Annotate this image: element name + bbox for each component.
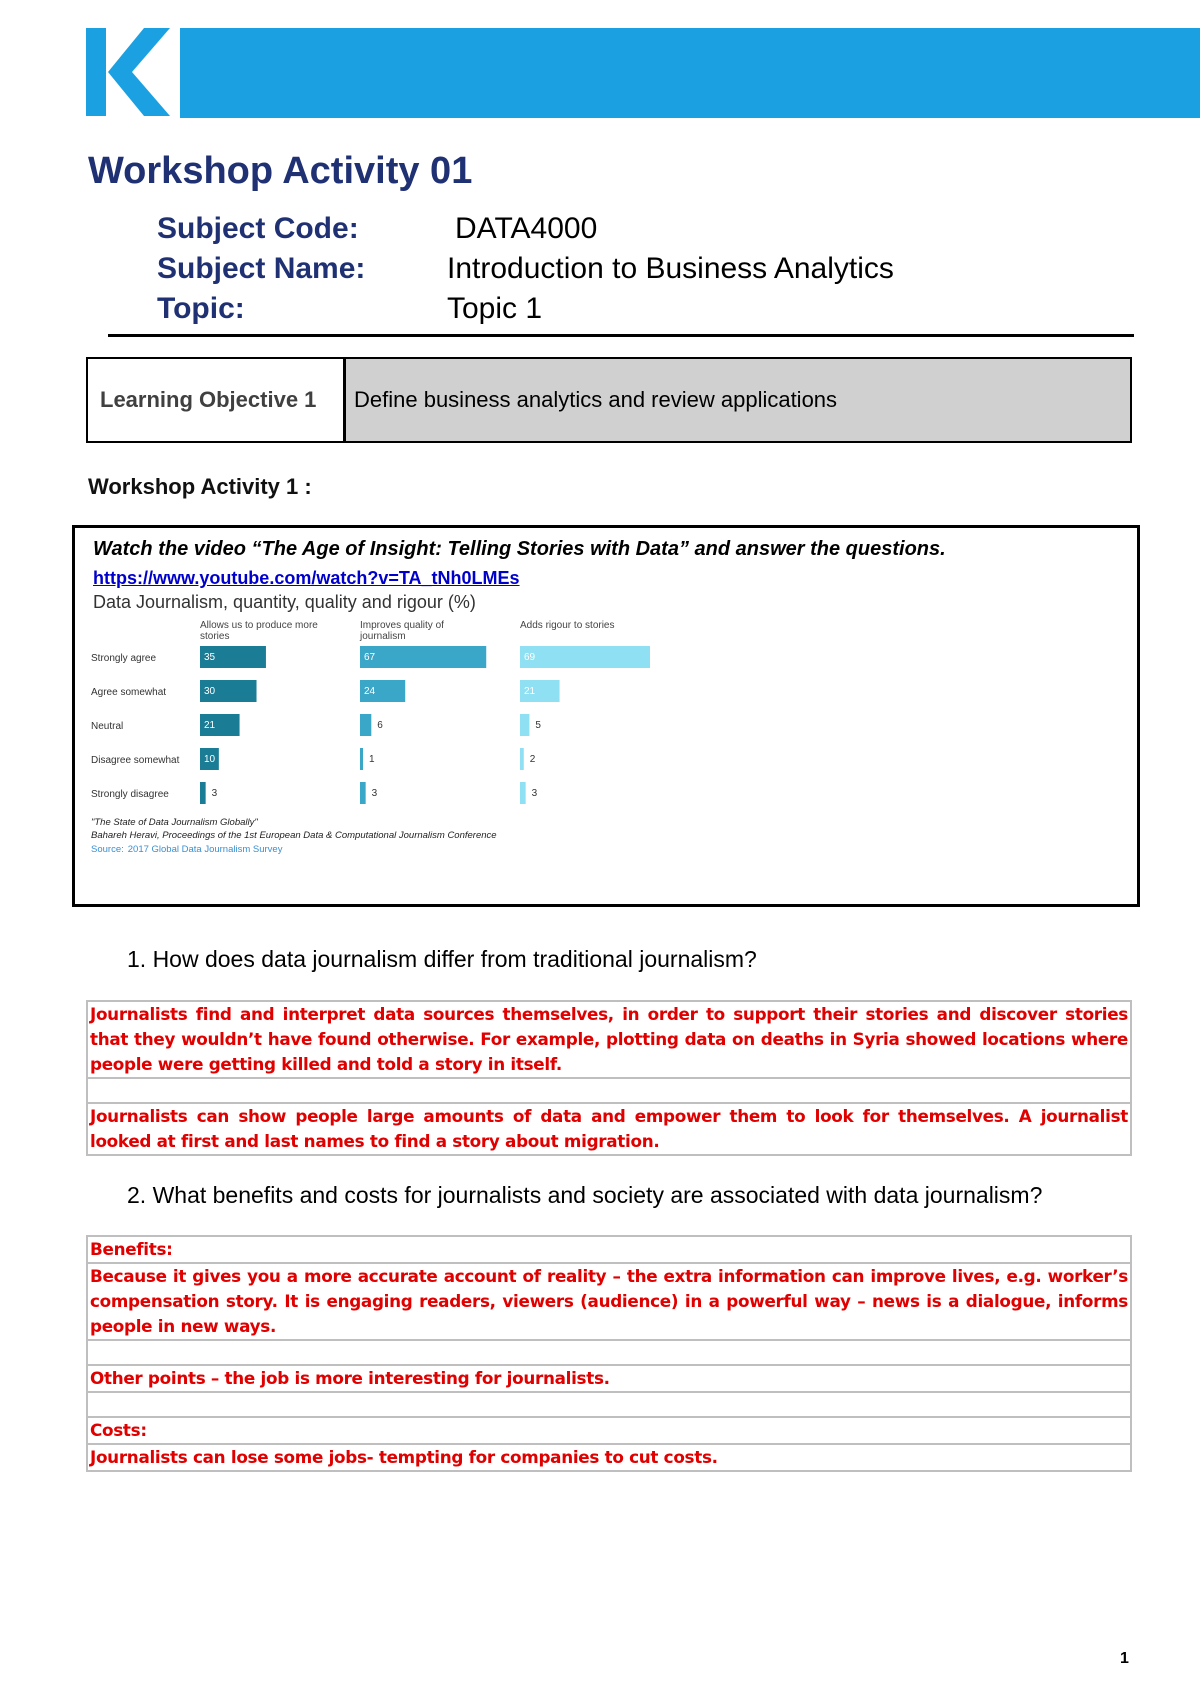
category-label: Neutral (91, 721, 124, 732)
header-banner (180, 28, 1200, 118)
answer-row: Other points – the job is more interesting for journalists. (88, 1366, 1130, 1393)
subject-name-label: Subject Name: (157, 252, 366, 285)
question-1: 1. How does data journalism differ from traditional journalism? (127, 946, 757, 972)
bar-value-label: 21 (204, 720, 216, 731)
bar-value-label: 21 (524, 686, 536, 697)
chart-bar (360, 748, 363, 770)
chart-bar (200, 782, 206, 804)
subject-name-row (157, 252, 894, 286)
answer-table-2 (86, 1235, 1132, 1472)
header-divider (108, 334, 1134, 337)
survey-chart (75, 588, 1135, 908)
learning-objective-table (86, 357, 1132, 443)
chart-source: 2017 Global Data Journalism Survey (127, 844, 283, 855)
bar-value-label: 1 (369, 754, 375, 765)
institution-logo (86, 28, 170, 116)
bar-value-label: 10 (204, 754, 216, 765)
topic-label: Topic: (157, 292, 245, 325)
series-header: Adds rigour to stories (520, 620, 615, 631)
answer-row-blank (88, 1393, 1130, 1418)
learning-objective-label: Learning Objective 1 (88, 359, 346, 441)
video-link[interactable]: https://www.youtube.com/watch?v=TA_tNh0LMEs (93, 568, 520, 588)
bar-value-label: 6 (377, 720, 383, 731)
series-header: journalism (360, 631, 406, 642)
answer-row: Costs: (88, 1418, 1130, 1445)
answer-row-blank (88, 1079, 1130, 1104)
bar-value-label: 67 (364, 652, 376, 663)
chart-bar (520, 748, 524, 770)
category-label: Agree somewhat (91, 687, 167, 698)
chart-footnote: "The State of Data Journalism Globally" (91, 817, 258, 828)
bar-value-label: 3 (371, 788, 378, 799)
bar-value-label: 2 (529, 754, 536, 765)
chart-bar (520, 646, 650, 668)
answer-row: Journalists find and interpret data sources themselves, in order to support their stories and discover stories that they wouldn’t have found otherwise. For example, plotting data on deaths in Syria showed locations where people were getting killed and told a story in itself. (88, 1002, 1130, 1079)
subject-code-row (157, 212, 597, 246)
page-number: 1 (1120, 1650, 1129, 1667)
bar-value-label: 35 (204, 652, 216, 663)
chart-bar (360, 782, 366, 804)
subject-code-label: Subject Code: (157, 212, 359, 245)
answer-table-1 (86, 1000, 1132, 1156)
bar-value-label: 3 (531, 788, 538, 799)
subject-name-value: Introduction to Business Analytics (447, 252, 894, 285)
series-header: stories (200, 631, 230, 642)
video-chart-box (72, 525, 1140, 907)
answer-row: Journalists can show people large amounts of data and empower them to look for themselves. A journalist looked at first and last names to find a story about migration. (90, 1106, 1128, 1151)
chart-bar (520, 782, 526, 804)
bar-value-label: 24 (364, 686, 376, 697)
chart-bar (360, 714, 371, 736)
answer-row: Journalists can lose some jobs- tempting for companies to cut costs. (90, 1447, 718, 1467)
answer-row: Because it gives you a more accurate account of reality – the extra information can improve lives, e.g. worker’s compensation story. It is engaging readers, viewers (audience) in a powerful way – news is a dialogue, informs people in new ways. (88, 1264, 1130, 1341)
video-instruction: Watch the video “The Age of Insight: Telling Stories with Data” and answer the questions. (93, 538, 946, 560)
bar-value-label: 69 (524, 652, 536, 663)
chart-bar (360, 646, 486, 668)
question-2: 2. What benefits and costs for journalists and society are associated with data journalism? (127, 1182, 1043, 1208)
topic-value: Topic 1 (447, 292, 543, 325)
activity-heading: Workshop Activity 1 : (88, 474, 312, 499)
category-label: Strongly agree (91, 653, 157, 664)
category-label: Disagree somewhat (91, 755, 180, 766)
learning-objective-text: Define business analytics and review applications (346, 359, 1130, 441)
series-header: Improves quality of (360, 620, 444, 631)
answer-row: Benefits: (88, 1237, 1130, 1264)
page-title: Workshop Activity 01 (88, 150, 473, 192)
chart-source-label: Source: (91, 844, 124, 855)
bar-value-label: 30 (204, 686, 216, 697)
bar-value-label: 3 (211, 788, 218, 799)
category-label: Strongly disagree (91, 789, 169, 800)
chart-bar (520, 714, 529, 736)
chart-footnote: Bahareh Heravi, Proceedings of the 1st European Data & Computational Journalism Conference (91, 830, 497, 841)
subject-code-value: DATA4000 (455, 212, 598, 245)
series-header: Allows us to produce more (200, 620, 318, 631)
topic-row (157, 292, 542, 326)
answer-row-blank (88, 1341, 1130, 1366)
bar-value-label: 5 (535, 720, 541, 731)
chart-title: Data Journalism, quantity, quality and rigour (%) (93, 592, 476, 612)
